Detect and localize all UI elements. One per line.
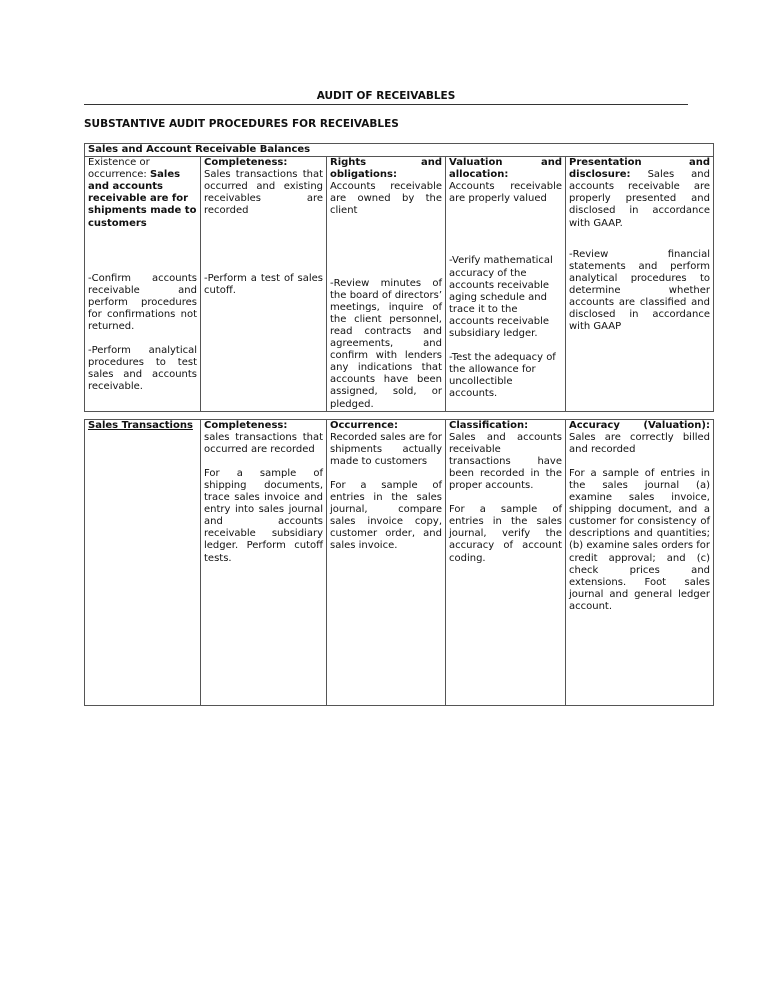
assertion-text: Sales and accounts receivable are for shipments made to customers — [88, 169, 197, 229]
assertion-label: Completeness: — [204, 157, 288, 169]
balances-cell-valuation — [446, 157, 566, 412]
assertion-label: Occurrence: — [330, 419, 398, 431]
tables-container — [84, 143, 713, 706]
procedure-text: For a sample of entries in the sales journal, compare sales invoice copy, customer order, and sales invoice. — [330, 479, 442, 552]
procedure-text: For a sample of shipping documents, trace sales invoice and entry into sales journal and accounts receivable subsidiary ledger. Perform cutoff tests. — [204, 467, 323, 564]
balances-cell-completeness — [201, 157, 327, 412]
transactions-table-header: Sales Transactions — [88, 419, 193, 431]
balances-table — [84, 143, 714, 412]
procedure-text: -Perform a test of sales cutoff. — [204, 272, 323, 296]
assertion-text: Recorded sales are for shipments actually made to customers — [330, 431, 442, 467]
balances-cell-presentation — [566, 157, 714, 412]
assertion-label: Existence or occurrence: — [88, 157, 150, 181]
balances-cell-rights — [327, 157, 446, 412]
assertion-text: sales transactions that occurred are recorded — [204, 431, 323, 455]
section-heading: SUBSTANTIVE AUDIT PROCEDURES FOR RECEIVABLES — [84, 118, 399, 130]
balances-table-header: Sales and Account Receivable Balances — [85, 144, 714, 157]
transactions-table — [84, 419, 714, 706]
assertion-text: Sales transactions that occurred and existing receivables are recorded — [204, 169, 323, 217]
transactions-cell-classification — [446, 419, 566, 705]
assertion-text: Sales are correctly billed and recorded — [569, 431, 710, 455]
assertion-text: Accounts receivable are properly valued — [449, 181, 562, 205]
balances-cell-existence — [85, 157, 201, 412]
transactions-cell-accuracy — [566, 419, 714, 705]
procedure-text: -Test the adequacy of the allowance for uncollectible accounts. — [449, 352, 556, 400]
procedure-text: -Verify mathematical accuracy of the accounts receivable aging schedule and trace it to the accounts receivable subsidiary ledger. — [449, 255, 553, 340]
assertion-label: Accuracy (Valuation): — [569, 419, 710, 431]
assertion-label: Valuation and allocation: — [449, 157, 562, 181]
transactions-cell-occurrence — [327, 419, 446, 705]
assertion-label: Completeness: — [204, 419, 288, 431]
assertion-label: Rights and obligations: — [330, 157, 442, 181]
assertion-label: Classification: — [449, 419, 529, 431]
transactions-cell-completeness — [201, 419, 327, 705]
procedure-text: -Confirm accounts receivable and perform procedures for confirmations not returned. — [88, 272, 197, 333]
procedure-text: -Perform analytical procedures to test sales and accounts receivable. — [88, 345, 197, 393]
assertion-text: Sales and accounts receivable transactions have been recorded in the proper accounts. — [449, 431, 562, 492]
procedure-text: For a sample of entries in the sales journal, verify the accuracy of account coding. — [449, 504, 562, 564]
assertion-text: Sales and accounts receivable are properly presented and disclosed in accordance with GAAP. — [569, 169, 710, 229]
assertion-label: Presentation and disclosure: — [569, 157, 710, 181]
assertion-text: Accounts receivable are owned by the client — [330, 181, 442, 217]
procedure-text: For a sample of entries in the sales journal (a) examine sales invoice, shipping document, and a customer for consistency of descriptions and quantities; (b) examine sales orders for credit approval; and (c) check prices and extensions. Foot sales journal and general ledger account. — [569, 467, 711, 612]
procedure-text: -Review financial statements and perform analytical procedures to determine whether accounts are classified and disclosed in accordance with GAAP — [569, 248, 710, 333]
procedure-text: -Review minutes of the board of directors’ meetings, inquire of the client personnel, read contracts and agreements, and confirm with lenders any indications that accounts have been assigned, sold, or pledged. — [330, 277, 442, 410]
title-divider — [84, 104, 688, 105]
document-title: AUDIT OF RECEIVABLES — [316, 90, 456, 102]
